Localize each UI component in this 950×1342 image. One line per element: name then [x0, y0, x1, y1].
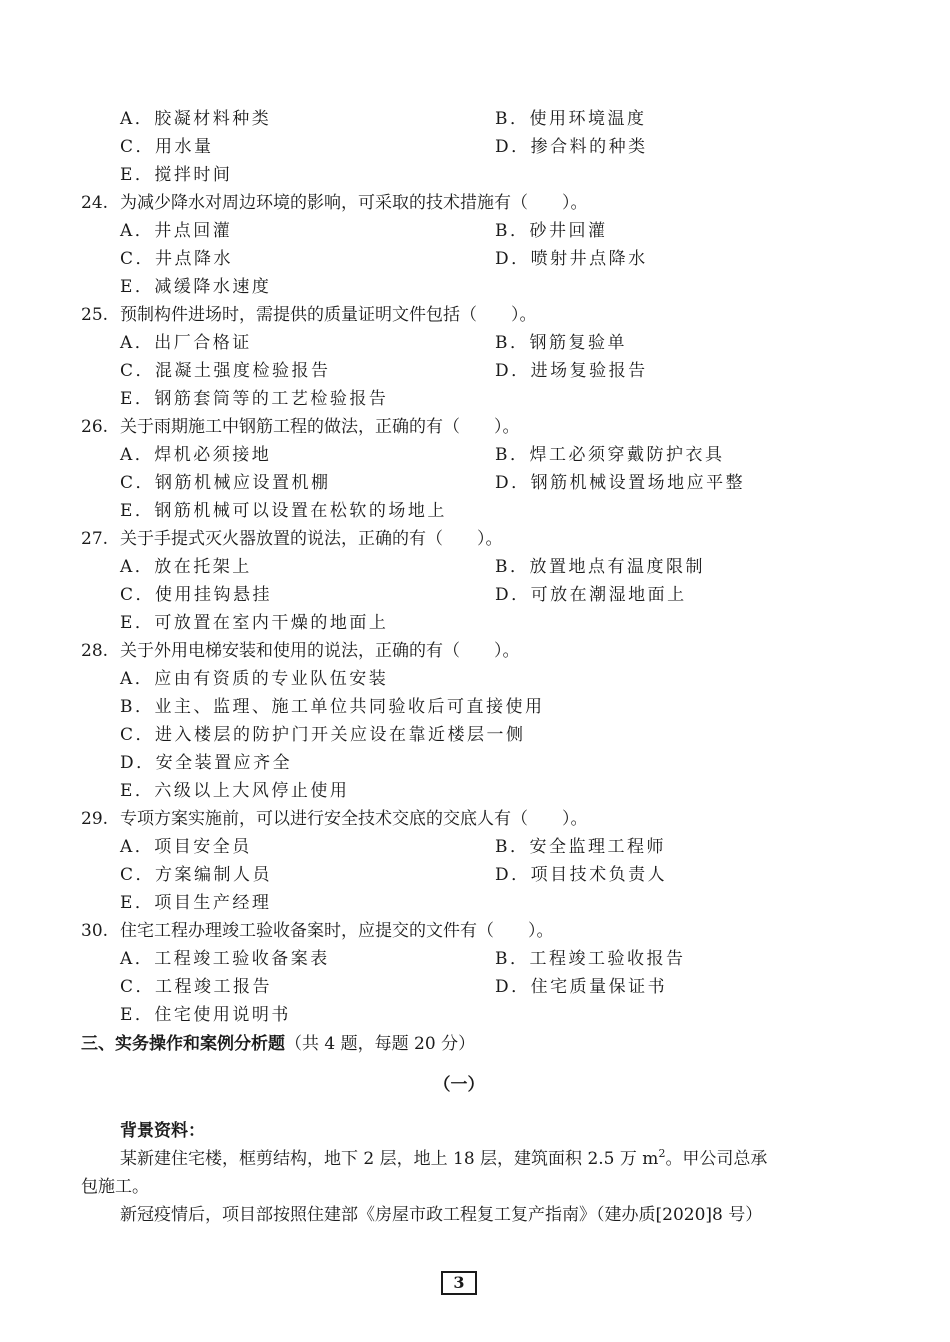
page-number: 3 [441, 1271, 477, 1295]
option-b: B．安全监理工程师 [495, 837, 666, 857]
option-e: E．减缓降水速度 [120, 277, 272, 297]
case-heading: （一） [433, 1075, 485, 1095]
option-c: C．进入楼层的防护门开关应设在靠近楼层一侧 [120, 725, 526, 745]
question-number: 26. [81, 417, 109, 437]
option-d: D．可放在潮湿地面上 [495, 585, 687, 605]
option-e: E．项目生产经理 [120, 893, 272, 913]
option-d: D．喷射井点降水 [495, 249, 648, 269]
option-a: A．焊机必须接地 [120, 445, 272, 465]
option-e: E．可放置在室内干燥的地面上 [120, 613, 389, 633]
question-stem: 为减少降水对周边环境的影响，可采取的技术措施有（ ）。 [120, 193, 588, 213]
question-stem: 关于手提式灭火器放置的说法，正确的有（ ）。 [120, 529, 503, 549]
option-e: E．钢筋套筒等的工艺检验报告 [120, 389, 389, 409]
question-stem: 关于外用电梯安装和使用的说法，正确的有（ ）。 [120, 641, 520, 661]
option-b: B．焊工必须穿戴防护衣具 [495, 445, 725, 465]
option-b: B．砂井回灌 [495, 221, 608, 241]
option-d: D．钢筋机械设置场地应平整 [495, 473, 746, 493]
question-stem: 预制构件进场时，需提供的质量证明文件包括（ ）。 [120, 305, 537, 325]
question-number: 29. [81, 809, 109, 829]
background-paragraph-1 [120, 1149, 767, 1169]
option-d: D．项目技术负责人 [495, 865, 668, 885]
option-a: A．工程竣工验收备案表 [120, 949, 330, 969]
option-c: C．用水量 [120, 137, 214, 157]
option-e: E．搅拌时间 [120, 165, 233, 185]
option-c: C．工程竣工报告 [120, 977, 273, 997]
option-d: D．住宅质量保证书 [495, 977, 668, 997]
question-number: 27. [81, 529, 109, 549]
option-c: C．钢筋机械应设置机棚 [120, 473, 331, 493]
option-e: E．六级以上大风停止使用 [120, 781, 350, 801]
option-a: A．胶凝材料种类 [120, 109, 272, 129]
section-note: （共 4 题，每题 20 分） [285, 1034, 476, 1054]
option-b: B．使用环境温度 [495, 109, 647, 129]
section-title: 三、实务操作和案例分析题 [81, 1034, 285, 1054]
question-number: 24. [81, 193, 109, 213]
option-c: C．混凝土强度检验报告 [120, 361, 331, 381]
question-stem: 住宅工程办理竣工验收备案时，应提交的文件有（ ）。 [120, 921, 554, 941]
para1-text: 某新建住宅楼，框剪结构，地下 2 层，地上 18 层，建筑面积 2.5 万 m [120, 1149, 659, 1169]
option-e: E．住宅使用说明书 [120, 1005, 291, 1025]
option-d: D．安全装置应齐全 [120, 753, 293, 773]
option-a: A．出厂合格证 [120, 333, 252, 353]
question-number: 28. [81, 641, 109, 661]
option-d: D．进场复验报告 [495, 361, 648, 381]
option-c: C．方案编制人员 [120, 865, 273, 885]
option-a: A．井点回灌 [120, 221, 233, 241]
option-a: A．项目安全员 [120, 837, 252, 857]
option-b: B．业主、监理、施工单位共同验收后可直接使用 [120, 697, 545, 717]
option-b: B．钢筋复验单 [495, 333, 627, 353]
option-a: A．应由有资质的专业队伍安装 [120, 669, 389, 689]
background-paragraph-2: 新冠疫情后，项目部按照住建部《房屋市政工程复工复产指南》（建办质[2020]8 号） [120, 1205, 763, 1225]
option-a: A．放在托架上 [120, 557, 252, 577]
question-number: 25. [81, 305, 109, 325]
option-b: B．放置地点有温度限制 [495, 557, 705, 577]
question-stem: 专项方案实施前，可以进行安全技术交底的交底人有（ ）。 [120, 809, 588, 829]
option-c: C．使用挂钩悬挂 [120, 585, 273, 605]
question-stem: 关于雨期施工中钢筋工程的做法，正确的有（ ）。 [120, 417, 520, 437]
section-heading [81, 1034, 475, 1054]
option-e: E．钢筋机械可以设置在松软的场地上 [120, 501, 447, 521]
background-label: 背景资料： [120, 1121, 205, 1141]
question-number: 30. [81, 921, 109, 941]
option-d: D．掺合料的种类 [495, 137, 648, 157]
option-b: B．工程竣工验收报告 [495, 949, 686, 969]
para1-text-end: 。甲公司总承 [665, 1149, 768, 1169]
option-c: C．井点降水 [120, 249, 234, 269]
para1-superscript: 2 [658, 1147, 666, 1160]
background-paragraph-1-cont: 包施工。 [81, 1177, 149, 1197]
